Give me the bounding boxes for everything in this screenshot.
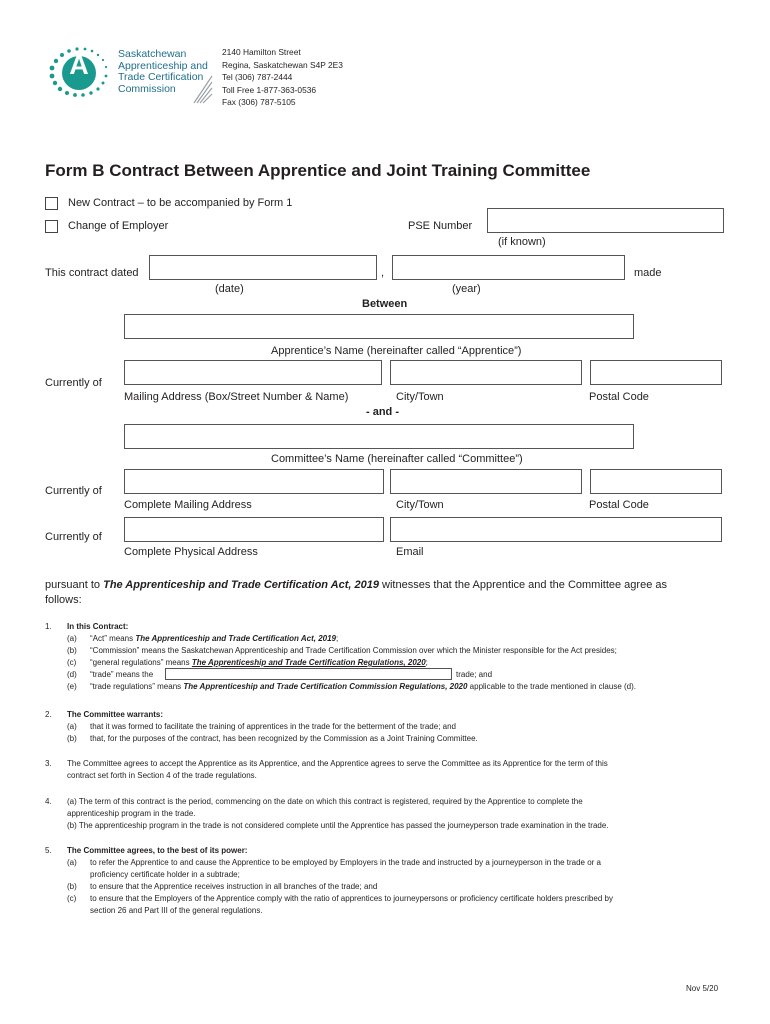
contract-dated-label: This contract dated [45, 267, 139, 279]
address-line-3: Tel (306) 787-2444 [222, 72, 293, 82]
apprentice-name-caption: Apprentice’s Name (hereinafter called “Apprentice”) [271, 345, 522, 357]
made-label: made [634, 267, 662, 279]
wheat-graphic [192, 74, 214, 109]
comma: , [381, 267, 385, 279]
apprentice-postal-input[interactable] [590, 360, 722, 385]
year-input[interactable] [392, 255, 625, 280]
apprentice-mailing-input[interactable] [124, 360, 382, 385]
org-line-3: Trade Certification [118, 71, 204, 83]
apprentice-name-input[interactable] [124, 314, 634, 339]
committee-postal-input[interactable] [590, 469, 722, 494]
committee-postal-caption: Postal Code [589, 499, 649, 511]
committee-physical-caption: Complete Physical Address [124, 546, 258, 558]
org-line-1: Saskatchewan [118, 48, 187, 60]
form-title: Form B Contract Between Apprentice and Joint Training Committee [45, 161, 591, 180]
change-employer-checkbox[interactable] [45, 220, 58, 233]
apprentice-city-input[interactable] [390, 360, 582, 385]
pursuant-text: pursuant to The Apprenticeship and Trade Certification Act, 2019 witnesses that the Apprentice and the Committee agree as follows: [45, 579, 667, 606]
trade-input[interactable] [165, 668, 452, 680]
address-line-1: 2140 Hamilton Street [222, 47, 301, 57]
and-separator: - and - [366, 406, 399, 418]
date-caption: (date) [215, 283, 244, 295]
logo-letter: A [69, 50, 89, 80]
address-line-4: Toll Free 1-877-363-0536 [222, 84, 317, 95]
if-known-caption: (if known) [498, 236, 546, 248]
address-line-2: Regina, Saskatchewan S4P 2E3 [222, 59, 343, 70]
date-input[interactable] [149, 255, 377, 280]
change-employer-label: Change of Employer [68, 220, 169, 232]
committee-mailing-input[interactable] [124, 469, 384, 494]
apprentice-mailing-caption: Mailing Address (Box/Street Number & Name) [124, 391, 349, 403]
committee-city-caption: City/Town [396, 499, 444, 511]
committee-name-caption: Committee’s Name (hereinafter called “Committee”) [271, 453, 523, 465]
apprentice-city-caption: City/Town [396, 391, 444, 403]
org-line-4: Commission [118, 82, 176, 95]
new-contract-label: New Contract – to be accompanied by Form 1 [68, 197, 293, 209]
committee-name-input[interactable] [124, 424, 634, 449]
pse-number-label: PSE Number [408, 220, 473, 232]
committee-city-input[interactable] [390, 469, 582, 494]
pse-number-input[interactable] [487, 208, 724, 233]
committee-currently-of: Currently of [45, 485, 102, 497]
apprentice-currently-of: Currently of [45, 377, 102, 389]
committee-currently-of-2: Currently of [45, 531, 102, 543]
org-line-2: Apprenticeship and [118, 59, 208, 72]
revision-date: Nov 5/20 [686, 984, 719, 993]
year-caption: (year) [452, 283, 481, 295]
committee-mailing-caption: Complete Mailing Address [124, 499, 252, 511]
new-contract-checkbox[interactable] [45, 197, 58, 210]
between-label: Between [362, 298, 408, 310]
committee-email-input[interactable] [390, 517, 722, 542]
committee-physical-input[interactable] [124, 517, 384, 542]
committee-email-caption: Email [396, 546, 424, 558]
apprentice-postal-caption: Postal Code [589, 391, 649, 403]
address-line-5: Fax (306) 787-5105 [222, 97, 296, 107]
address-block [222, 46, 343, 109]
